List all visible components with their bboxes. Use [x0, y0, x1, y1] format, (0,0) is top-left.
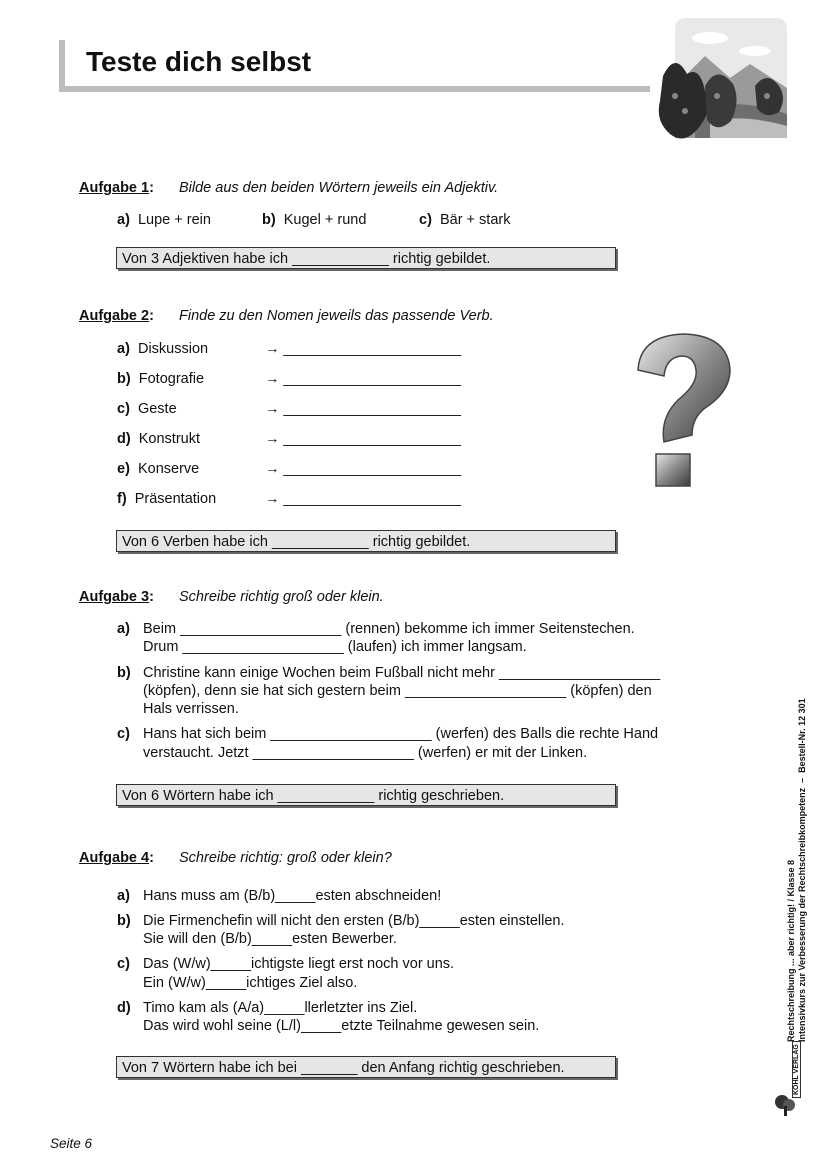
task4-item-b-line2: Sie will den (B/b)_____esten Bewerber.	[143, 931, 397, 947]
task1-label: Aufgabe 1	[79, 180, 150, 196]
task2-answer-b[interactable]: → ______________________	[265, 371, 461, 387]
arrow-icon: →	[265, 431, 280, 447]
task2-item-c: c) Geste	[117, 401, 177, 417]
task1-score-box: Von 3 Adjektiven habe ich ____________ richtig gebildet.	[116, 247, 616, 269]
task3-item-c-letter: c)	[117, 726, 130, 742]
task1-item-b: b) Kugel + rund	[262, 212, 367, 228]
task2-item-a: a) Diskussion	[117, 341, 209, 357]
question-mark-icon	[630, 330, 735, 490]
arrow-icon: →	[265, 341, 280, 357]
sidebar-line2: Intensivkurs zur Verbesserung der Rechtschreibkompetenz	[797, 787, 807, 1042]
task1-heading	[79, 180, 679, 198]
publisher-logo	[772, 1044, 806, 1120]
task4-item-c-line2: Ein (W/w)_____ichtiges Ziel also.	[143, 975, 358, 991]
task3-item-a-line1: Beim ____________________ (rennen) bekomme ich immer Seitenstechen.	[143, 621, 635, 637]
task4-label: Aufgabe 4	[79, 850, 150, 866]
task4-item-d-letter: d)	[117, 1000, 131, 1016]
task2-answer-c[interactable]: → ______________________	[265, 401, 461, 417]
task2-colon: :	[149, 308, 154, 324]
task4-item-a-line1: Hans muss am (B/b)_____esten abschneiden!	[143, 888, 442, 904]
task3-item-b-line2: (köpfen), denn sie hat sich gestern beim ____________________ (köpfen) den	[143, 683, 652, 699]
arrow-icon: →	[265, 401, 280, 417]
task4-item-d-line1: Timo kam als (A/a)_____llerletzter ins Ziel.	[143, 1000, 418, 1016]
task3-item-b-line1: Christine kann einige Wochen beim Fußball nicht mehr ____________________	[143, 665, 661, 681]
landscape-illustration	[655, 16, 790, 146]
task4-colon: :	[149, 850, 154, 866]
task4-instruction: Schreibe richtig: groß oder klein?	[179, 850, 392, 866]
task4-item-c-letter: c)	[117, 956, 130, 972]
task1-item-a: a) Lupe + rein	[117, 212, 211, 228]
task3-item-b-line3: Hals verrissen.	[143, 701, 239, 717]
task2-item-b: b) Fotografie	[117, 371, 205, 387]
task3-heading	[79, 589, 679, 607]
task2-heading	[79, 308, 679, 326]
task2-answer-f[interactable]: → ______________________	[265, 491, 461, 507]
task3-colon: :	[149, 589, 154, 605]
task1-colon: :	[149, 180, 154, 196]
publisher-sidebar	[786, 650, 826, 1050]
arrow-icon: →	[265, 371, 280, 387]
task3-label: Aufgabe 3	[79, 589, 150, 605]
task3-item-a-letter: a)	[117, 621, 130, 637]
task2-item-f: f) Präsentation	[117, 491, 217, 507]
task3-item-c-line2: verstaucht. Jetzt ____________________ (werfen) er mit der Linken.	[143, 745, 588, 761]
publisher-name: KOHL VERLAG	[792, 1041, 801, 1098]
task1-instruction: Bilde aus den beiden Wörtern jeweils ein Adjektiv.	[179, 180, 499, 196]
task4-item-a-letter: a)	[117, 888, 130, 904]
page-title: Teste dich selbst	[86, 46, 312, 77]
task4-item-c-line1: Das (W/w)_____ichtigste liegt erst noch vor uns.	[143, 956, 455, 972]
task2-score-box: Von 6 Verben habe ich ____________ richtig gebildet.	[116, 530, 616, 552]
task2-instruction: Finde zu den Nomen jeweils das passende Verb.	[179, 308, 494, 324]
task2-label: Aufgabe 2	[79, 308, 150, 324]
page-number: Seite 6	[50, 1136, 93, 1151]
sidebar-order-number: Bestell-Nr. 12 301	[797, 698, 807, 773]
task2-answer-a[interactable]: → ______________________	[265, 341, 461, 357]
task1-item-c: c) Bär + stark	[419, 212, 511, 228]
task2-answer-d[interactable]: → ______________________	[265, 431, 461, 447]
task2-item-d: d) Konstrukt	[117, 431, 200, 447]
sidebar-line1: Rechtschreibung ... aber richtig! / Klasse 8	[786, 859, 796, 1042]
sidebar-separator: –	[797, 777, 807, 783]
task2-item-e: e) Konserve	[117, 461, 200, 477]
task4-score-box: Von 7 Wörtern habe ich bei _______ den Anfang richtig geschrieben.	[116, 1056, 616, 1078]
task4-item-b-letter: b)	[117, 913, 131, 929]
task3-item-c-line1: Hans hat sich beim ____________________ (werfen) des Balls die rechte Hand	[143, 726, 659, 742]
arrow-icon: →	[265, 491, 280, 507]
task3-item-b-letter: b)	[117, 665, 131, 681]
task4-heading	[79, 850, 679, 868]
task3-instruction: Schreibe richtig groß oder klein.	[179, 589, 384, 605]
task2-answer-e[interactable]: → ______________________	[265, 461, 461, 477]
task3-item-a-line2: Drum ____________________ (laufen) ich immer langsam.	[143, 639, 527, 655]
sidebar-text	[786, 698, 808, 1042]
task4-item-d-line2: Das wird wohl seine (L/l)_____etzte Teilnahme gewesen sein.	[143, 1018, 540, 1034]
task3-score-box: Von 6 Wörtern habe ich ____________ richtig geschrieben.	[116, 784, 616, 806]
arrow-icon: →	[265, 461, 280, 477]
task4-item-b-line1: Die Firmenchefin will nicht den ersten (B/b)_____esten einstellen.	[143, 913, 565, 929]
